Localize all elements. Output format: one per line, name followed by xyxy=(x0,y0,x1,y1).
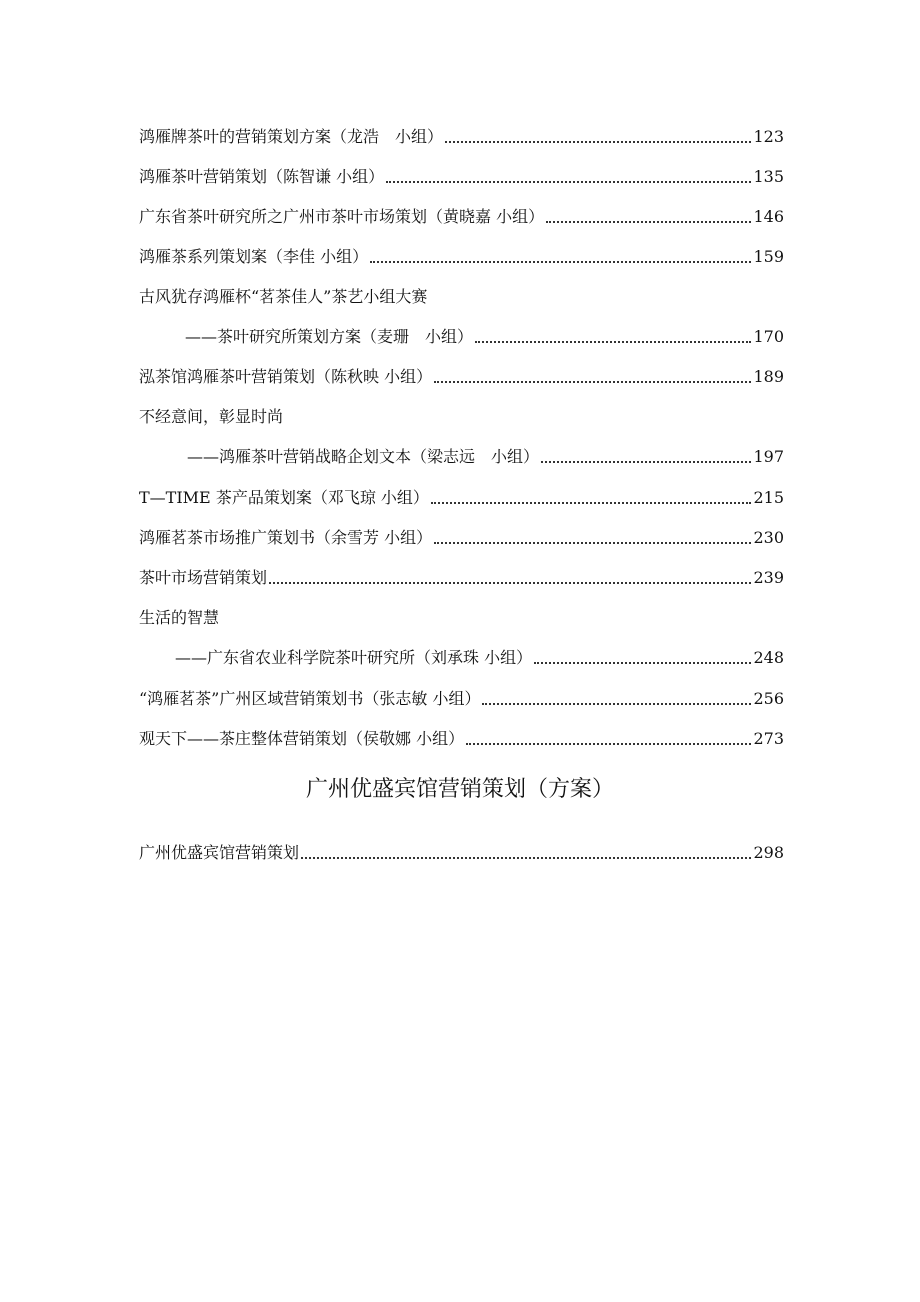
toc-entry xyxy=(139,525,784,551)
toc-entry-page: 146 xyxy=(753,207,784,226)
toc-entry xyxy=(139,565,784,591)
dot-leader xyxy=(534,662,751,664)
toc-entry-page: 123 xyxy=(753,127,784,146)
toc-entry xyxy=(139,686,784,712)
toc-entry-page: 273 xyxy=(753,729,784,748)
toc-entry-heading: 不经意间，彰显时尚 xyxy=(139,407,284,426)
dot-leader xyxy=(445,141,751,143)
toc-entry-title: 鸿雁茶叶营销策划（陈智谦 小组） xyxy=(139,167,385,186)
dot-leader xyxy=(434,542,751,544)
toc-entry xyxy=(175,645,784,671)
toc-entry-page: 298 xyxy=(753,843,784,862)
toc-entry-page: 159 xyxy=(753,247,784,266)
toc-entry xyxy=(185,324,784,350)
toc-entry-title: 鸿雁牌茶叶的营销策划方案（龙浩 小组） xyxy=(139,127,444,146)
toc-entry xyxy=(187,444,784,470)
section-heading: 广州优盛宾馆营销策划（方案） xyxy=(305,777,614,802)
toc-entry-heading: 生活的智慧 xyxy=(139,608,220,627)
toc-entry xyxy=(139,726,784,752)
toc-entry-title: 广州优盛宾馆营销策划 xyxy=(139,843,300,862)
toc-entry xyxy=(139,164,784,190)
toc-entry xyxy=(139,124,784,150)
dot-leader xyxy=(370,261,751,263)
toc-entry-title: ——鸿雁茶叶营销战略企划文本（梁志远 小组） xyxy=(187,447,540,466)
toc-entry-page: 230 xyxy=(753,528,784,547)
toc-entry-page: 170 xyxy=(753,327,784,346)
toc-entry xyxy=(139,204,784,230)
dot-leader xyxy=(434,381,751,383)
toc-entry-title: 鸿雁茶系列策划案（李佳 小组） xyxy=(139,247,369,266)
dot-leader xyxy=(475,341,751,343)
dot-leader xyxy=(482,703,751,705)
toc-entry-page: 189 xyxy=(753,367,784,386)
toc-entry-page: 215 xyxy=(753,488,784,507)
toc-entry-title: 鸿雁茗茶市场推广策划书（余雪芳 小组） xyxy=(139,528,433,547)
toc-entry-title: 广东省茶叶研究所之广州市茶叶市场策划（黄晓嘉 小组） xyxy=(139,207,545,226)
toc-entry xyxy=(139,244,784,270)
dot-leader xyxy=(301,857,751,859)
toc-entry-title: 泓茶馆鸿雁茶叶营销策划（陈秋映 小组） xyxy=(139,367,433,386)
dot-leader xyxy=(269,582,751,584)
dot-leader xyxy=(546,221,751,223)
dot-leader xyxy=(541,461,751,463)
toc-entry-title: T—TIME 茶产品策划案（邓飞琼 小组） xyxy=(139,488,429,507)
toc-entry-title: ——茶叶研究所策划方案（麦珊 小组） xyxy=(185,327,474,346)
toc-entry-title: “鸿雁茗茶”广州区域营销策划书（张志敏 小组） xyxy=(139,689,481,708)
toc-entry-page: 239 xyxy=(753,568,784,587)
toc-entry-page: 197 xyxy=(753,447,784,466)
toc-entry-title: 茶叶市场营销策划 xyxy=(139,568,268,587)
toc-entry xyxy=(139,364,784,390)
toc-entry-page: 256 xyxy=(753,689,784,708)
toc-entry-title: 观天下——茶庄整体营销策划（侯敬娜 小组） xyxy=(139,729,465,748)
toc-entry-title: ——广东省农业科学院茶叶研究所（刘承珠 小组） xyxy=(175,648,533,667)
dot-leader xyxy=(386,181,751,183)
toc-entry-heading: 古风犹存鸿雁杯“茗茶佳人”茶艺小组大赛 xyxy=(139,287,428,306)
dot-leader xyxy=(431,502,752,504)
dot-leader xyxy=(466,743,751,745)
toc-entry-page: 248 xyxy=(753,648,784,667)
toc-entry xyxy=(139,485,784,511)
toc-entry-page: 135 xyxy=(753,167,784,186)
toc-entry xyxy=(139,840,784,866)
